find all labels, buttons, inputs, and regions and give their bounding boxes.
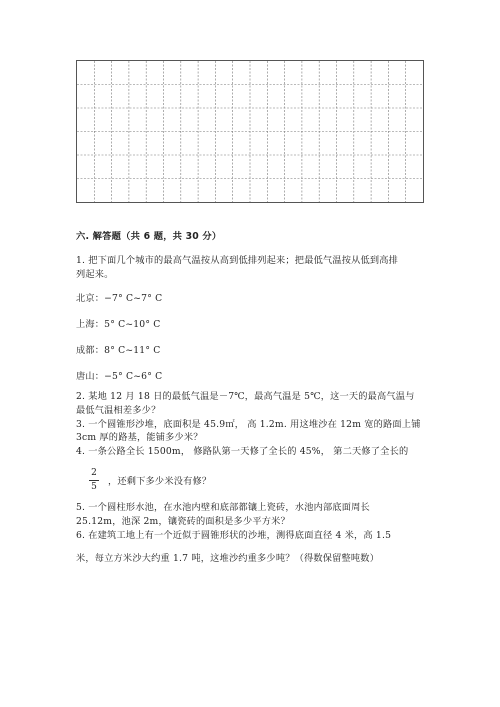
q4-line1: 4. 一条公路全长 1500m， 修路队第一天修了全长的 45%， 第二天修了全长的 xyxy=(76,446,409,457)
q4-line2: ，还剩下多少米没有修？ xyxy=(108,476,212,487)
q5-line2: 25.12m，池深 2m，镶瓷砖的面积是多少平方米？ xyxy=(76,516,290,527)
q1-line1: 1. 把下面几个城市的最高气温按从高到低排列起来；把最低气温按从低到高排 xyxy=(76,255,399,266)
writing-grid-lines xyxy=(77,61,423,202)
q4-fraction xyxy=(89,468,99,493)
q3-line1: 3. 一个圆锥形沙堆，底面积是 45.9㎡， 高 1.2m. 用这堆沙在 12m 宽的路面上铺 xyxy=(76,419,421,430)
q2-line1: 2. 某地 12 月 18 日的最低气温是－7℃，最高气温是 5℃，这一天的最高气温与 xyxy=(76,391,415,402)
fraction-denominator: 5 xyxy=(91,482,97,492)
city-shanghai: 上海：5° C~10° C xyxy=(76,319,161,330)
fraction-numerator: 2 xyxy=(91,468,97,478)
writing-grid xyxy=(76,60,424,203)
q3-line2: 3cm 厚的路基，能铺多少米？ xyxy=(76,432,203,443)
fraction-bar xyxy=(89,480,99,481)
q1-line2: 列起来。 xyxy=(76,269,114,280)
section-title: 六. 解答题（共 6 题，共 30 分） xyxy=(76,231,222,242)
city-tangshan: 唐山：−5° C~6° C xyxy=(76,371,163,382)
q6-line2: 米，每立方米沙大约重 1.7 吨，这堆沙约重多少吨？（得数保留整吨数） xyxy=(76,553,380,564)
q6-line1: 6. 在建筑工地上有一个近似于圆锥形状的沙堆，测得底面直径 4 米，高 1.5 xyxy=(76,530,392,541)
city-chengdu: 成都：8° C~11° C xyxy=(76,345,161,356)
q2-line2: 最低气温相差多少？ xyxy=(76,405,161,416)
q5-line1: 5. 一个圆柱形水池，在水池内壁和底部都镶上瓷砖，水池内部底面周长 xyxy=(76,502,370,513)
city-beijing: 北京：−7° C~7° C xyxy=(76,293,163,304)
